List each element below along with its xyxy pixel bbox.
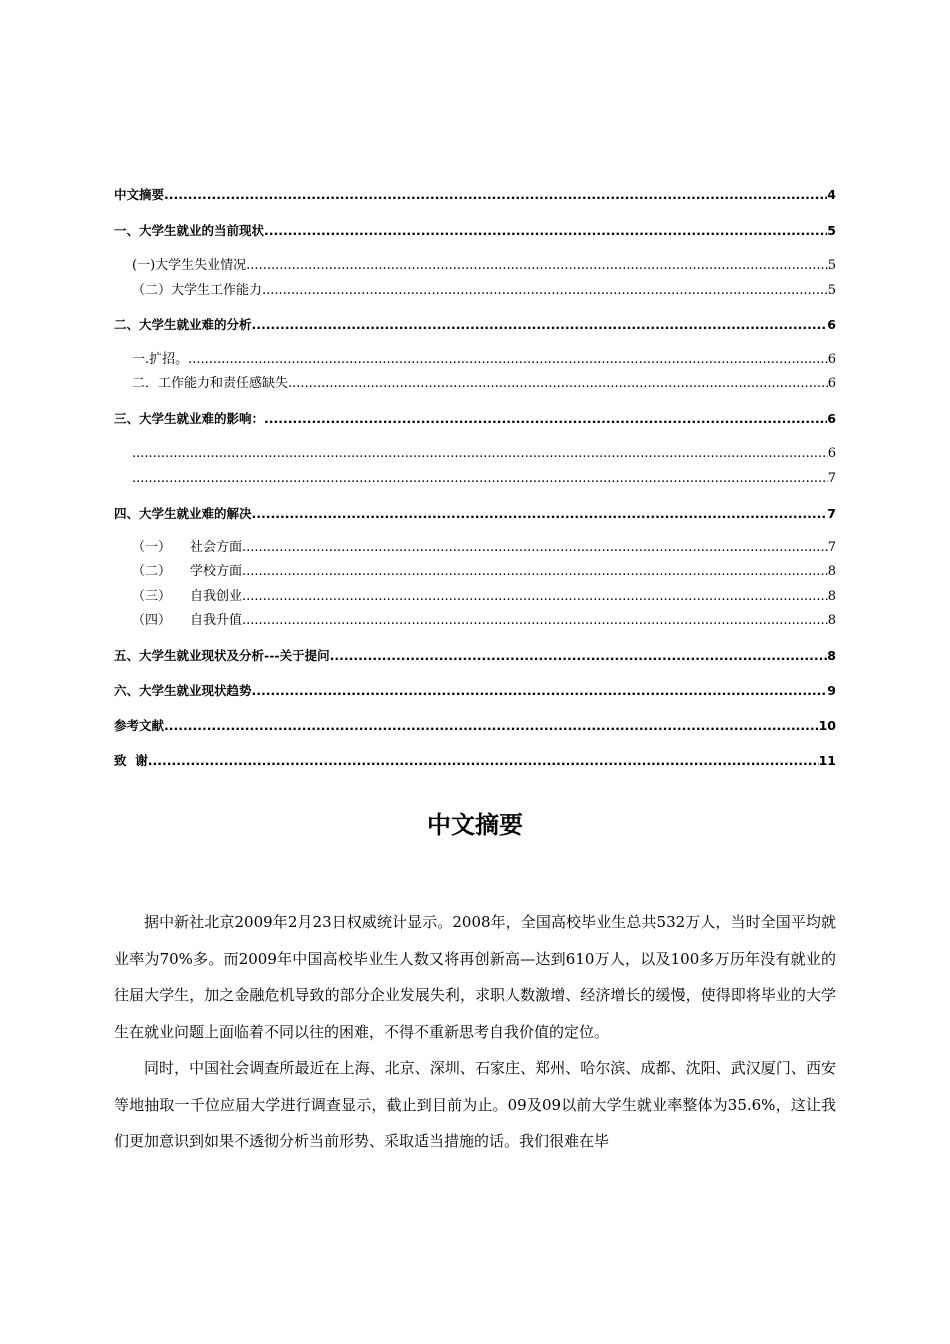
toc-entry[interactable] bbox=[132, 588, 836, 605]
toc-leader-dots bbox=[252, 682, 828, 699]
toc-entry-page: 5 bbox=[827, 283, 836, 298]
paragraph: 同时，中国社会调查所最近在上海、北京、深圳、石家庄、郑州、哈尔滨、成都、沈阳、武汉厦门、西安等地抽取一千位应届大学进行调查显示，截止到目前为止。09及09以前大学生就业率整体为35.6%，这让我们更加意识到如果不透彻分析当前形势、采取适当措施的话。我们很难在毕 bbox=[114, 1059, 836, 1150]
toc-entry-label: 五、大学生就业现状及分析---关于提问 bbox=[114, 648, 330, 663]
toc-entry-label bbox=[132, 563, 242, 580]
toc-leader-dots bbox=[264, 410, 827, 427]
toc-entry-page: 8 bbox=[827, 613, 836, 628]
section-title: 中文摘要 bbox=[427, 811, 523, 839]
toc-entry[interactable] bbox=[132, 351, 836, 368]
toc-entry-text: 社会方面 bbox=[190, 540, 243, 555]
toc-entry[interactable] bbox=[114, 717, 836, 734]
toc-entry-page: 8 bbox=[827, 648, 836, 663]
toc-entry-page: 7 bbox=[827, 540, 836, 555]
toc-entry[interactable] bbox=[132, 612, 836, 629]
toc-entry[interactable] bbox=[114, 505, 836, 522]
toc-leader-dots bbox=[252, 505, 828, 522]
toc-entry-number: （二） bbox=[132, 564, 172, 579]
abstract-body bbox=[114, 904, 836, 1160]
toc-entry-number: （一） bbox=[132, 540, 172, 555]
toc-entry-label: 二、大学生就业难的分析 bbox=[114, 317, 252, 332]
toc-entry-label: 致 谢 bbox=[114, 753, 148, 768]
toc-leader-dots bbox=[264, 222, 827, 239]
toc-leader-dots bbox=[132, 445, 828, 462]
toc-entry-page: 7 bbox=[827, 471, 836, 486]
toc-leader-dots bbox=[242, 563, 828, 580]
paragraph: 据中新社北京2009年2月23日权威统计显示。2008年，全国高校毕业生总共532万人，当时全国平均就业率为70%多。而2009年中国高校毕业生人数又将再创新高—达到610万人，以及100多万历年没有就业的往届大学生，加之金融危机导致的部分企业发展失利，求职人数激增、经济增长的缓慢，使得即将毕业的大学生在就业问题上面临着不同以往的困难，不得不重新思考自我价值的定位。 bbox=[114, 913, 836, 1041]
toc-leader-dots bbox=[252, 316, 828, 333]
toc-entry[interactable] bbox=[132, 539, 836, 556]
toc-entry-number: （三） bbox=[132, 589, 172, 604]
toc-entry-page: 6 bbox=[827, 446, 836, 461]
toc-entry[interactable] bbox=[114, 752, 836, 769]
toc-entry-page: 9 bbox=[827, 683, 836, 698]
toc-entry-page: 8 bbox=[827, 589, 836, 604]
toc-entry-label: (一)大学生失业情况 bbox=[132, 258, 247, 273]
toc-entry-label: 一.扩招。 bbox=[132, 352, 189, 367]
toc-entry[interactable] bbox=[132, 470, 836, 487]
toc-entry[interactable] bbox=[114, 222, 836, 239]
toc-entry[interactable] bbox=[114, 410, 836, 427]
toc-entry-page: 8 bbox=[827, 564, 836, 579]
toc-entry-page: 10 bbox=[818, 718, 836, 733]
toc-entry-label: 四、大学生就业难的解决 bbox=[114, 506, 252, 521]
toc-entry[interactable] bbox=[114, 682, 836, 699]
toc-leader-dots bbox=[164, 186, 827, 203]
toc-entry-page: 4 bbox=[827, 187, 836, 202]
toc-entry[interactable] bbox=[132, 445, 836, 462]
toc-leader-dots bbox=[188, 351, 828, 368]
toc-entry-page: 6 bbox=[827, 376, 836, 391]
toc-leader-dots bbox=[262, 282, 828, 299]
toc-entry-label bbox=[132, 612, 242, 629]
toc-entry-label: 一、大学生就业的当前现状 bbox=[114, 223, 265, 238]
toc-entry[interactable] bbox=[132, 563, 836, 580]
toc-leader-dots bbox=[164, 717, 819, 734]
toc-entry[interactable] bbox=[132, 375, 836, 392]
toc-entry-page: 5 bbox=[827, 258, 836, 273]
toc-entry-text: 学校方面 bbox=[190, 564, 243, 579]
toc-entry-label: 中文摘要 bbox=[114, 187, 165, 202]
toc-entry-page: 11 bbox=[818, 753, 836, 768]
toc-entry-text: 自我升值 bbox=[190, 613, 243, 628]
toc-entry-number: （四） bbox=[132, 613, 172, 628]
toc-entry-page: 6 bbox=[827, 411, 836, 426]
toc-entry[interactable] bbox=[132, 257, 836, 274]
toc-leader-dots bbox=[242, 539, 828, 556]
toc-entry[interactable] bbox=[132, 282, 836, 299]
toc-entry-label: 参考文献 bbox=[114, 718, 165, 733]
toc-leader-dots bbox=[330, 647, 828, 664]
toc-entry[interactable] bbox=[114, 186, 836, 203]
toc-entry-page: 6 bbox=[827, 352, 836, 367]
toc-leader-dots bbox=[132, 470, 828, 487]
toc-entry-page: 5 bbox=[827, 223, 836, 238]
toc-entry-text: 自我创业 bbox=[190, 589, 243, 604]
toc-entry[interactable] bbox=[114, 316, 836, 333]
toc-entry-page: 7 bbox=[827, 506, 836, 521]
toc-leader-dots bbox=[288, 375, 828, 392]
toc-entry-label bbox=[132, 539, 242, 556]
toc-entry-label: 六、大学生就业现状趋势 bbox=[114, 683, 252, 698]
toc-entry-label: 二．工作能力和责任感缺失 bbox=[132, 376, 289, 391]
toc-entry-label: （二）大学生工作能力 bbox=[132, 283, 263, 298]
toc-leader-dots bbox=[242, 612, 828, 629]
toc-entry-label bbox=[132, 588, 242, 605]
toc-leader-dots bbox=[246, 257, 828, 274]
toc-leader-dots bbox=[148, 752, 819, 769]
toc-leader-dots bbox=[242, 588, 828, 605]
toc-entry-page: 6 bbox=[827, 317, 836, 332]
toc-entry[interactable] bbox=[114, 647, 836, 664]
toc-entry-label: 三、大学生就业难的影响： bbox=[114, 411, 265, 426]
